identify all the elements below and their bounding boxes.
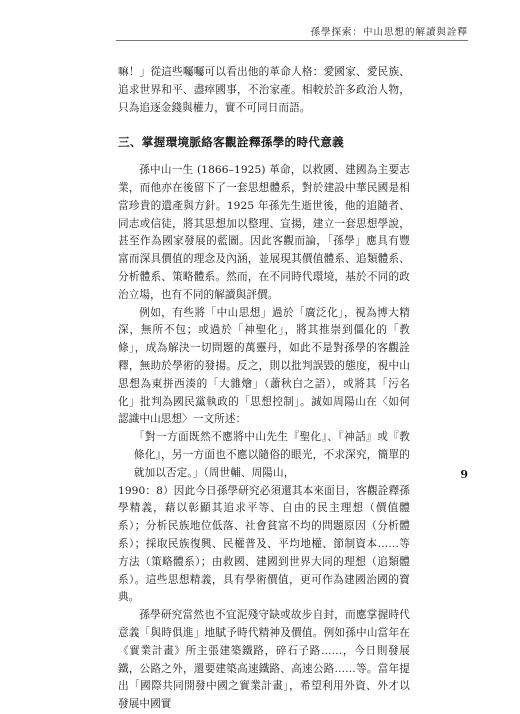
paragraph: 孫中山一生 (1866–1925) 革命，以救國、建國為主要志業，而他亦在後留下了一套思想體系，對於建設中華民國是相當珍貴的遺產與方針。1925 年孫先生逝世後，他的追隨者、同志或信徒，將其思想加以整理、宣揚，建立一套思想學說，甚至作為國家發展的藍圖。因此客觀而論，「孫學」應具有豐富而深具價值的理念及內涵，並展現其價值體系、追類體系、分析體系、策略體系。然而，在不同時代環境，基於不同的政治立場，也有不同的解讀與評價。 — [118, 164, 410, 301]
paragraph-continued: 嘛！」從這些囑囑可以看出他的革命人格：愛國家、愛民族、追求世界和平、盡瘁國事，不治家產。相較於許多政治人物，只為追逐金錢與權力，實不可同日而語。 — [118, 66, 410, 114]
header-rule — [116, 40, 468, 41]
page-number: 9 — [460, 468, 468, 481]
section-heading: 三、掌握環境脈絡客觀詮釋孫學的時代意義 — [118, 135, 344, 150]
paragraph: 孫學研究當然也不宜泥殘守缺或故步自封，而應掌握時代意義「與時俱進」地賦予時代精神及價值。例如孫中山當年在《實業計畫》所主張建築鐵路，碎石子路……，今日則發展鐵，公路之外，還要建築高速鐵路、高速公路……等。當年提出「國際共同開發中國之實業計畫」，希望利用外資、外才以發展中國實 — [118, 609, 410, 711]
page-body — [118, 64, 410, 714]
paragraph: 例如，有些將「中山思想」過於「廣泛化」，視為博大精深，無所不包；或過於「神聖化」，將其推崇到僵化的「教條」，成為解決一切問題的萬靈丹，如此不是對孫學的客觀詮釋，無助於學術的發揚。反之，則以批判誤毀的態度，視中山思想為東拼西湊的「大雜燴」（蕭秋白之語），或將其「污名化」批判為國民黨執政的「思想控制」。誠如周陽山在〈如何認識中山思想〉一文所述： — [118, 306, 410, 426]
running-header: 孫學探索：中山思想的解讀與詮釋 — [310, 27, 468, 38]
paragraph: 1990：8）因此今日孫學研究必須還其本來面目，客觀詮釋孫學精義，藉以彰顯其追求平等、自由的民主理想（價值體系）；分析民族地位低落、社會貧富不均的問題原因（分析體系）；採取民族復興、民權普及、平均地權、節制資本……等方法（策略體系）；由救國、建國到世界大同的理想（追類體系）。這些思想精義，具有學術價值，更可作為建國治國的寶典。 — [118, 484, 410, 604]
block-quote: 「對一方面既然不應將中山先生『聖化』、『神話』或『教條化』，另一方面也不應以隨俗的眼光，不求深究，簡單的就加以否定。」（周世輔、周陽山， — [133, 431, 410, 479]
